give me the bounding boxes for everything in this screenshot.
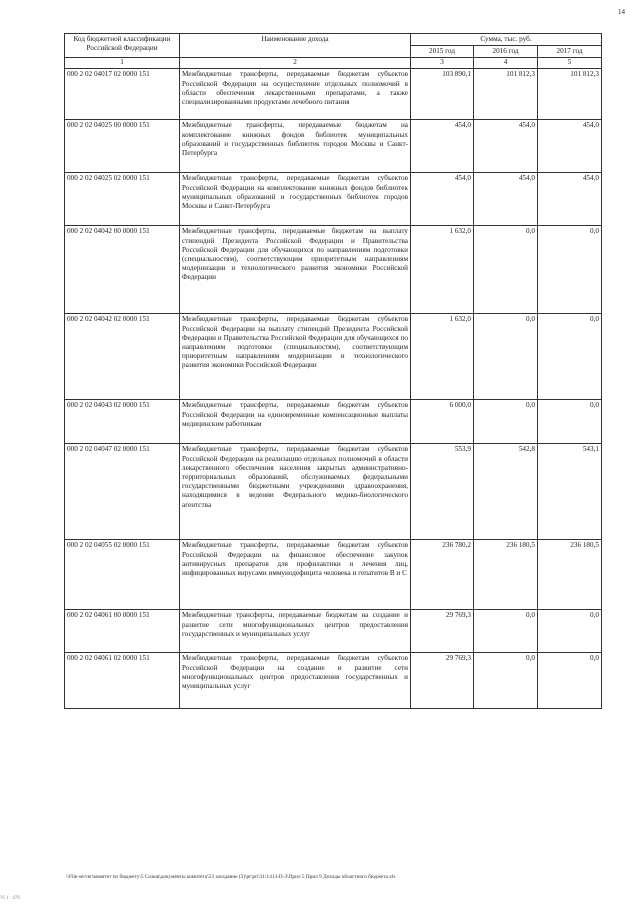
row-name: Межбюджетные трансферты, передаваемые бюджетам субъектов Российской Федерации на осуществление отдельных полномочий в области обеспечения лекарственными препаратами, а также специализированными продуктами лечебного питания [180,69,411,120]
row-2015: 1 632,0 [411,226,474,314]
row-code: 000 2 02 04017 02 0000 151 [65,69,180,120]
column-number: 4 [474,58,538,69]
row-2017: 101 812,3 [538,69,602,120]
header-code: Код бюджетной классификации Российской Федерации [65,34,180,58]
row-name: Межбюджетные трансферты, передаваемые бюджетам субъектов Российской Федерации на финансовое обеспечение закупок антивирусных препаратов для профилактики и лечения лиц, инфицированных вирусами иммунодефицита человека и гепатитов В и С [180,540,411,610]
header-sum: Сумма, тыс. руб. [411,34,602,46]
row-name: Межбюджетные трансферты, передаваемые бюджетам субъектов Российской Федерации на создание и развитие сети многофункциональных центров предоставления государственных и муниципальных услуг [180,653,411,709]
table-row [65,314,602,400]
margin-mark: Vi 1 : 476 [0,896,20,901]
row-name: Межбюджетные трансферты, передаваемые бюджетам на комплектование книжных фондов библиотек муниципальных образований и государственных библиотек городов Москвы и Санкт-Петербурга [180,120,411,173]
row-2015: 454,0 [411,173,474,226]
row-2016: 542,8 [474,444,538,540]
row-2016: 0,0 [474,400,538,444]
row-2015: 236 780,2 [411,540,474,610]
column-number: 5 [538,58,602,69]
row-name: Межбюджетные трансферты, передаваемые бюджетам на выплату стипендий Президента Российской Федерации и Правительства Российской Федерации для обучающихся по направлениям подготовки (специальностям), соответствующим приоритетным направлениям модернизации и технологического развития экономики Российской Федерации [180,226,411,314]
row-2016: 0,0 [474,226,538,314]
row-name: Межбюджетные трансферты, передаваемые бюджетам субъектов Российской Федерации на выплату стипендий Президента Российской Федерации и Правительства Российской Федерации для обучающихся по направлениям подготовки (специальностям), соответствующим приоритетным направлениям модернизации и технологического развития экономики Российской Федерации [180,314,411,400]
row-code: 000 2 02 04055 02 0000 151 [65,540,180,610]
header-name: Наименование дохода [180,34,411,58]
table-row [65,540,602,610]
row-code: 000 2 02 04025 00 0000 151 [65,120,180,173]
row-2016: 454,0 [474,173,538,226]
row-2017: 0,0 [538,226,602,314]
row-2015: 103 890,1 [411,69,474,120]
row-name: Межбюджетные трансферты, передаваемые бюджетам субъектов Российской Федерации на комплектование книжных фондов библиотек муниципальных образований и государственных библиотек городов Москвы и Санкт-Петербурга [180,173,411,226]
row-2016: 236 180,5 [474,540,538,610]
row-2017: 454,0 [538,173,602,226]
row-2017: 0,0 [538,610,602,653]
table-row [65,653,602,709]
row-2015: 1 632,0 [411,314,474,400]
page-number: 14 [618,8,625,16]
header-year-2016: 2016 год [474,46,538,58]
row-2016: 0,0 [474,610,538,653]
header-year-2015: 2015 год [411,46,474,58]
row-2015: 6 000,0 [411,400,474,444]
table-row [65,69,602,120]
row-2016: 101 812,3 [474,69,538,120]
row-2016: 0,0 [474,653,538,709]
column-numbers-row [65,58,602,69]
row-2017: 543,1 [538,444,602,540]
row-2016: 454,0 [474,120,538,173]
row-2015: 29 769,3 [411,653,474,709]
row-code: 000 2 02 04061 00 0000 151 [65,610,180,653]
header-row-1 [65,34,602,46]
row-2017: 236 180,5 [538,540,602,610]
file-path-footer: \\File-server\комитет по бюджету\5 Созыв\документы комитета\53 заседание (3)\pr\pri\31\1413-П-3\Прил 5 Прил 9 Доходы областного бюджета.xls [66,874,396,880]
header-year-2017: 2017 год [538,46,602,58]
row-2016: 0,0 [474,314,538,400]
column-number: 2 [180,58,411,69]
row-2015: 454,0 [411,120,474,173]
table-row [65,173,602,226]
row-2017: 0,0 [538,400,602,444]
row-code: 000 2 02 04025 02 0000 151 [65,173,180,226]
table-row [65,226,602,314]
row-2015: 553,9 [411,444,474,540]
table-row [65,120,602,173]
row-code: 000 2 02 04042 02 0000 151 [65,314,180,400]
row-2017: 0,0 [538,314,602,400]
revenue-table [64,33,602,709]
row-name: Межбюджетные трансферты, передаваемые бюджетам субъектов Российской Федерации на реализацию отдельных полномочий в области лекарственного обеспечения населения закрытых административно-территориальных образований, обслуживаемых федеральными государственными бюджетными учреждениями здравоохранения, находящимися в ведении Федерального медико-биологического агентства [180,444,411,540]
table-row [65,400,602,444]
column-number: 1 [65,58,180,69]
row-code: 000 2 02 04047 02 0000 151 [65,444,180,540]
row-name: Межбюджетные трансферты, передаваемые бюджетам субъектов Российской Федерации на единовременные компенсационные выплаты медицинским работникам [180,400,411,444]
column-number: 3 [411,58,474,69]
row-2017: 0,0 [538,653,602,709]
row-code: 000 2 02 04042 00 0000 151 [65,226,180,314]
row-2015: 29 769,3 [411,610,474,653]
row-2017: 454,0 [538,120,602,173]
row-name: Межбюджетные трансферты, передаваемые бюджетам на создание и развитие сети многофункциональных центров предоставления государственных и муниципальных услуг [180,610,411,653]
row-code: 000 2 02 04043 02 0000 151 [65,400,180,444]
row-code: 000 2 02 04061 02 0000 151 [65,653,180,709]
table-row [65,610,602,653]
table-row [65,444,602,540]
